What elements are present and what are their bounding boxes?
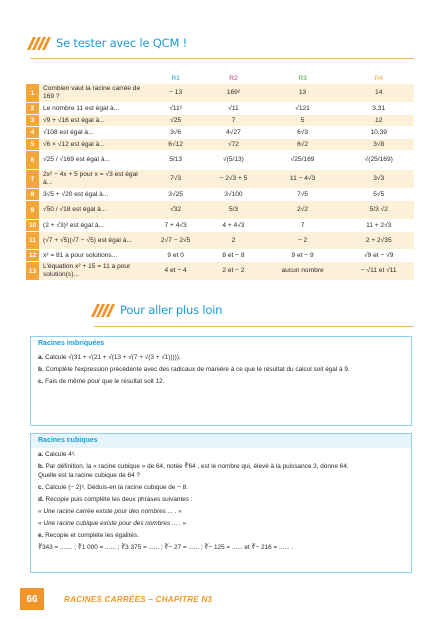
block-title: Racines imbriquées bbox=[31, 337, 411, 351]
answer-r1[interactable]: √25 bbox=[146, 115, 205, 127]
answer-r3[interactable]: √121 bbox=[262, 103, 344, 115]
qcm-row bbox=[26, 115, 414, 127]
answer-r3[interactable]: − 2 bbox=[262, 232, 344, 250]
answer-r2[interactable]: √72 bbox=[205, 139, 261, 151]
qcm-row bbox=[26, 127, 414, 139]
equalities-line: ∛343 = ....... ; ∛1 000 = ...... ; ∛3 375 = ...... ; ∛− 27 = ...... ; ∛− 125 = ...... et ∛− 216 = ...... . bbox=[38, 544, 294, 551]
qcm-row bbox=[26, 201, 414, 220]
answer-r3[interactable]: 11 − 4√3 bbox=[262, 170, 344, 189]
answer-r3[interactable]: √25/169 bbox=[262, 151, 344, 170]
question-number: 12 bbox=[26, 250, 39, 262]
slashes-icon bbox=[30, 37, 48, 50]
answer-r3[interactable]: 13 bbox=[262, 84, 344, 103]
qcm-table bbox=[26, 72, 414, 281]
item-c: c. Fais de même pour que le résultat soit 12. bbox=[38, 378, 165, 385]
answer-r2[interactable]: √11 bbox=[205, 103, 261, 115]
answer-r1[interactable]: 7√3 bbox=[146, 170, 205, 189]
answer-r4[interactable]: 10,39 bbox=[343, 127, 414, 139]
answer-r3[interactable]: 6√3 bbox=[262, 127, 344, 139]
qcm-section-header bbox=[30, 36, 187, 50]
question-number: 9 bbox=[26, 201, 39, 220]
question-text: (2 + √3)² est égal à... bbox=[39, 220, 146, 232]
answer-r3[interactable]: 6√2 bbox=[262, 139, 344, 151]
qcm-row bbox=[26, 250, 414, 262]
answer-r4[interactable]: 3√3 bbox=[343, 170, 414, 189]
answer-r2[interactable]: 8 et − 8 bbox=[205, 250, 261, 262]
item-d: d. Recopie puis complète les deux phrases suivantes : bbox=[38, 496, 193, 503]
col-r2: R2 bbox=[229, 74, 238, 82]
question-text: √25 / √169 est égal à... bbox=[39, 151, 146, 170]
qcm-row bbox=[26, 220, 414, 232]
answer-r1[interactable]: √11² bbox=[146, 103, 205, 115]
page-number: 66 bbox=[20, 588, 44, 610]
question-text: Le nombre 11 est égal à... bbox=[39, 103, 146, 115]
item-a: a. Calcule √(31 + √(21 + √(13 + √(7 + √(3 + √1))))). bbox=[38, 354, 181, 361]
col-r1: R1 bbox=[171, 74, 180, 82]
question-text: √50 / √18 est égal à... bbox=[39, 201, 146, 220]
question-number: 2 bbox=[26, 103, 39, 115]
answer-r4[interactable]: − √11 et √11 bbox=[343, 262, 414, 281]
further-divider bbox=[94, 326, 414, 327]
question-number: 4 bbox=[26, 127, 39, 139]
answer-r1[interactable]: 3√25 bbox=[146, 189, 205, 201]
question-text: √6 × √12 est égal à... bbox=[39, 139, 146, 151]
chapter-footer: RACINES CARRÉES – CHAPITRE N3 bbox=[64, 595, 213, 604]
answer-r1[interactable]: 9 et 0 bbox=[146, 250, 205, 262]
answer-r1[interactable]: − 13 bbox=[146, 84, 205, 103]
further-section-title: Pour aller plus loin bbox=[120, 303, 223, 317]
answer-r2[interactable]: 4 + 4√3 bbox=[205, 220, 261, 232]
question-number: 7 bbox=[26, 170, 39, 189]
answer-r3[interactable]: 7 bbox=[262, 220, 344, 232]
answer-r1[interactable]: 3√6 bbox=[146, 127, 205, 139]
answer-r2[interactable]: 3√100 bbox=[205, 189, 261, 201]
quote-1: « Une racine carrée existe pour des nombres ... . » bbox=[38, 508, 182, 515]
qcm-row bbox=[26, 139, 414, 151]
answer-r1[interactable]: 4 et − 4 bbox=[146, 262, 205, 281]
qcm-row bbox=[26, 189, 414, 201]
question-number: 1 bbox=[26, 84, 39, 103]
qcm-row bbox=[26, 103, 414, 115]
answer-r1[interactable]: 6√12 bbox=[146, 139, 205, 151]
answer-r1[interactable]: 2√7 − 2√5 bbox=[146, 232, 205, 250]
answer-r1[interactable]: √32 bbox=[146, 201, 205, 220]
answer-r3[interactable]: 7√5 bbox=[262, 189, 344, 201]
question-number: 8 bbox=[26, 189, 39, 201]
question-number: 10 bbox=[26, 220, 39, 232]
answer-r2[interactable]: 4√27 bbox=[205, 127, 261, 139]
item-b: b. Par définition, la « racine cubique » de 64, notée ∛64 , est le nombre qui, élevé à la puissance 3, donne 64. Quelle est la racine cubique de 64 ? bbox=[38, 463, 349, 479]
answer-r3[interactable]: 5 bbox=[262, 115, 344, 127]
cubic-roots-block bbox=[30, 433, 412, 573]
col-r3: R3 bbox=[298, 74, 307, 82]
col-r4: R4 bbox=[374, 74, 383, 82]
further-section-header bbox=[94, 303, 222, 317]
item-a: a. Calcule 4³. bbox=[38, 451, 76, 458]
answer-r4[interactable]: 2 + 2√35 bbox=[343, 232, 414, 250]
answer-r4[interactable]: 3√8 bbox=[343, 139, 414, 151]
answer-r4[interactable]: 14 bbox=[343, 84, 414, 103]
answer-r2[interactable]: 7 bbox=[205, 115, 261, 127]
question-text: x² = 81 a pour solutions... bbox=[39, 250, 146, 262]
question-text: √9 + √16 est égal à... bbox=[39, 115, 146, 127]
question-number: 11 bbox=[26, 232, 39, 250]
answer-r4[interactable]: 3,31 bbox=[343, 103, 414, 115]
answer-r1[interactable]: 5/13 bbox=[146, 151, 205, 170]
question-text: 3√5 + √20 est égal à... bbox=[39, 189, 146, 201]
nested-roots-block bbox=[30, 336, 412, 426]
item-c: c. Calcule (− 2)³. Déduis-en la racine cubique de − 8. bbox=[38, 484, 188, 491]
question-number: 5 bbox=[26, 139, 39, 151]
qcm-row bbox=[26, 170, 414, 189]
answer-r4[interactable]: 12 bbox=[343, 115, 414, 127]
qcm-section-title: Se tester avec le QCM ! bbox=[56, 36, 188, 50]
quote-2: « Une racine cubique existe pour des nombres ... . » bbox=[38, 520, 187, 527]
answer-r2[interactable]: 5/3 bbox=[205, 201, 261, 220]
answer-r4[interactable]: 5√5 bbox=[343, 189, 414, 201]
block-title: Racines cubiques bbox=[31, 434, 411, 448]
qcm-row bbox=[26, 151, 414, 170]
question-number: 13 bbox=[26, 262, 39, 281]
question-text: √108 est égal à... bbox=[39, 127, 146, 139]
answer-r2[interactable]: √(5/13) bbox=[205, 151, 261, 170]
qcm-row bbox=[26, 84, 414, 103]
answer-r1[interactable]: 7 + 4√3 bbox=[146, 220, 205, 232]
question-text: Combien vaut la racine carrée de 169 ? bbox=[39, 84, 146, 103]
answer-r2[interactable]: 2 et − 2 bbox=[205, 262, 261, 281]
qcm-divider bbox=[30, 58, 414, 59]
answer-r3[interactable]: 2√2 bbox=[262, 201, 344, 220]
item-e: e. Recopie et complète les égalités. bbox=[38, 532, 139, 539]
answer-r2[interactable]: 2 bbox=[205, 232, 261, 250]
slashes-icon bbox=[94, 304, 112, 317]
question-number: 6 bbox=[26, 151, 39, 170]
answer-r2[interactable]: − 2√3 + 5 bbox=[205, 170, 261, 189]
answer-r4[interactable]: 5/3 √2 bbox=[343, 201, 414, 220]
item-b: b. Complète l'expression précédente avec des radicaux de manière à ce que le résultat du calcul soit égal à 9. bbox=[38, 366, 350, 373]
answer-r3[interactable]: 9 et − 9 bbox=[262, 250, 344, 262]
question-text: L'équation x² + 15 = 11 a pour solution(s)... bbox=[39, 262, 146, 281]
answer-r4[interactable]: 11 + 2√3 bbox=[343, 220, 414, 232]
question-text: 2x² − 4x + 5 pour x = √3 est égal à... bbox=[39, 170, 146, 189]
qcm-row bbox=[26, 262, 414, 281]
answer-r2[interactable]: 169² bbox=[205, 84, 261, 103]
answer-r3[interactable]: aucun nombre bbox=[262, 262, 344, 281]
question-text: (√7 + √5)(√7 − √5) est égal à... bbox=[39, 232, 146, 250]
answer-r4[interactable]: √(25/169) bbox=[343, 151, 414, 170]
question-number: 3 bbox=[26, 115, 39, 127]
answer-r4[interactable]: √9 et − √9 bbox=[343, 250, 414, 262]
qcm-row bbox=[26, 232, 414, 250]
